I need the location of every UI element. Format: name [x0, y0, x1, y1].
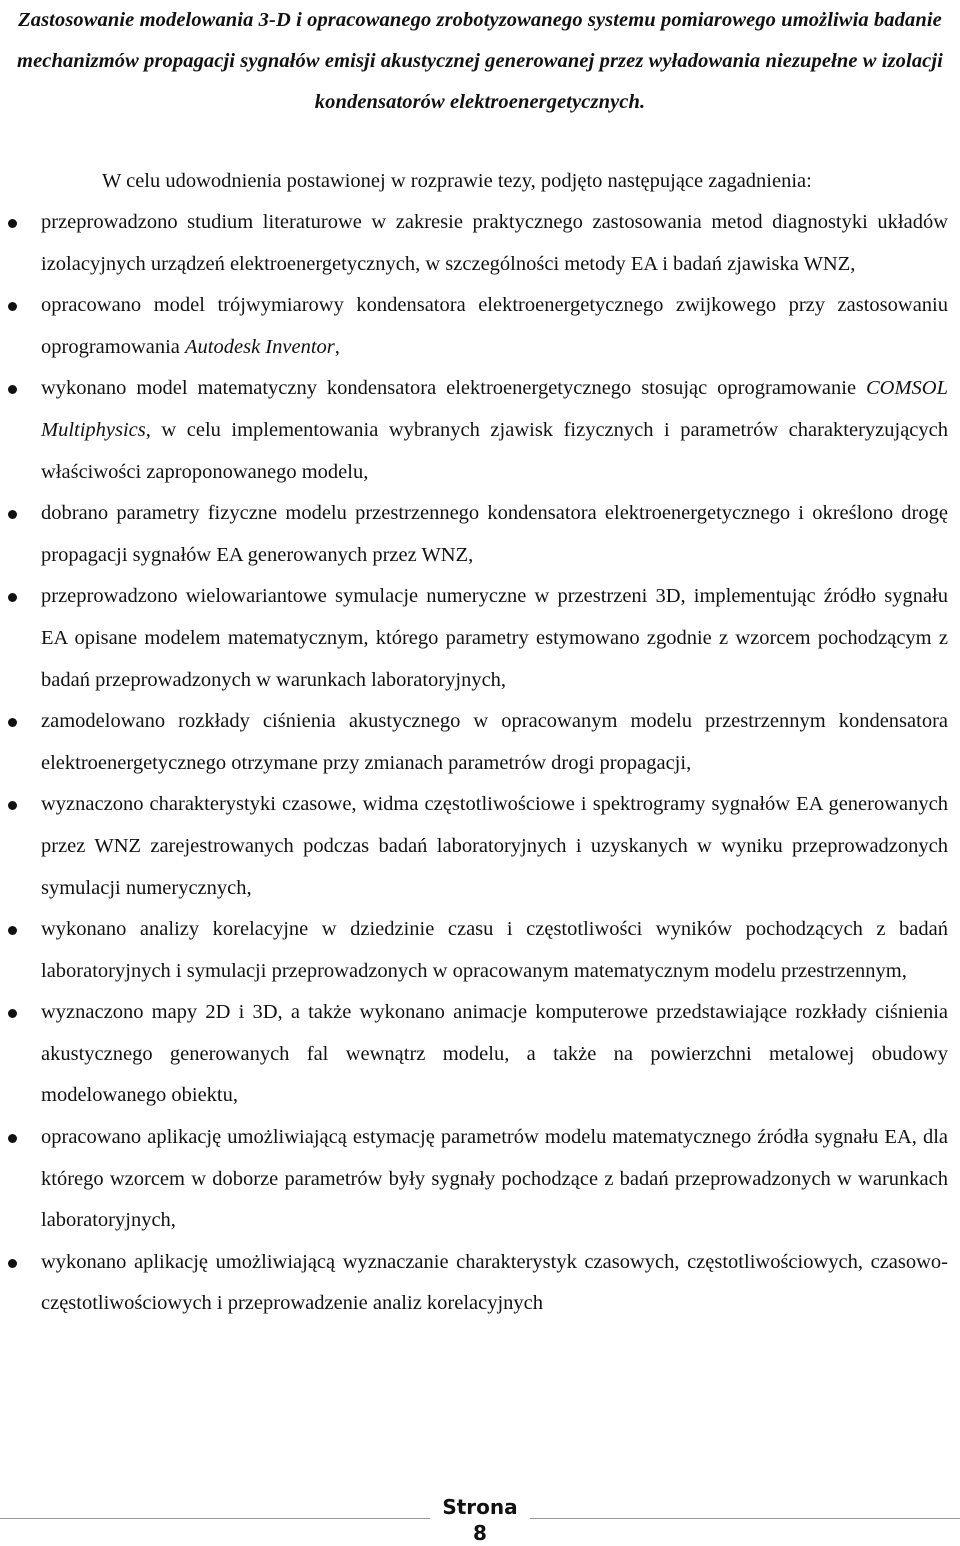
bullet-icon — [8, 801, 17, 810]
list-item — [0, 992, 948, 1117]
list-item — [0, 493, 948, 576]
list-item-text: wykonano analizy korelacyjne w dziedzinie czasu i częstotliwości wyników pochodzących z badań laboratoryjnych i symulacji przeprowadzonych w opracowanym matematycznym modelu przestrzennym, — [41, 918, 948, 982]
list-item-text-end: , — [334, 335, 340, 358]
software-name: Autodesk Inventor — [185, 335, 335, 358]
footer-divider-left — [0, 1518, 430, 1519]
list-item — [0, 1117, 948, 1242]
list-item-text: opracowano model trójwymiarowy kondensatora elektroenergetycznego zwijkowego przy zastosowaniu oprogramowania — [41, 294, 948, 358]
page-label: Strona — [442, 1495, 518, 1519]
list-item-text: wyznaczono mapy 2D i 3D, a także wykonano animacje komputerowe przedstawiające rozkłady ciśnienia akustycznego generowanych fal wewnątrz modelu, a także na powierzchni metalowej obudowy modelowanego obiektu, — [41, 1001, 948, 1107]
list-item — [0, 701, 948, 784]
list-item-text: wyznaczono charakterystyki czasowe, widma częstotliwościowe i spektrogramy sygnałów EA generowanych przez WNZ zarejestrowanych podczas badań laboratoryjnych i uzyskanych w wyniku przeprowadzonych symulacji numerycznych, — [41, 793, 948, 899]
bullet-icon — [8, 510, 17, 519]
list-item-text: wykonano aplikację umożliwiającą wyznaczanie charakterystyk czasowych, częstotliwościowych, czasowo-częstotliwościowych i przeprowadzenie analiz korelacyjnych — [41, 1250, 948, 1315]
bullet-icon — [8, 1134, 17, 1143]
lead-paragraph: W celu udowodnienia postawionej w rozprawie tezy, podjęto następujące zagadnienia: — [102, 170, 812, 192]
intro-paragraph: Zastosowanie modelowania 3-D i opracowanego zrobotyzowanego systemu pomiarowego umożliwia badanie mechanizmów propagacji sygnałów emisji akustycznej generowanej przez wyładowania niezupełne w izolacji kondensatorów elektroenergetycznych. — [17, 9, 943, 113]
bullet-icon — [8, 1259, 17, 1268]
bullet-icon — [8, 385, 17, 394]
list-item — [0, 285, 948, 368]
footer-divider-right — [530, 1518, 960, 1519]
list-item-text: dobrano parametry fizyczne modelu przestrzennego kondensatora elektroenergetycznego i określono drogę propagacji sygnałów EA generowanych przez WNZ, — [41, 502, 948, 566]
bullet-icon — [8, 718, 17, 727]
bullet-icon — [8, 593, 17, 602]
page-number — [430, 1494, 530, 1546]
bullet-icon — [8, 219, 17, 228]
list-item-text-end: , w celu implementowania wybranych zjawisk fizycznych i parametrów charakteryzujących właściwości zaproponowanego modelu, — [41, 418, 948, 483]
list-item — [0, 784, 948, 909]
bullet-icon — [8, 302, 17, 311]
page-number-value: 8 — [473, 1521, 487, 1545]
list-item — [0, 368, 948, 493]
list-item-text: przeprowadzono studium literaturowe w zakresie praktycznego zastosowania metod diagnostyki układów izolacyjnych urządzeń elektroenergetycznych, w szczególności metody EA i badań zjawiska WNZ, — [41, 211, 948, 275]
list-item-text: opracowano aplikację umożliwiającą estymację parametrów modelu matematycznego źródła sygnału EA, dla którego wzorcem w doborze parametrów były sygnały pochodzące z badań przeprowadzonych w warunkach laboratoryjnych, — [41, 1126, 948, 1232]
bullet-icon — [8, 1009, 17, 1018]
topics-list — [0, 202, 960, 1325]
page-footer — [0, 1494, 960, 1545]
list-item — [0, 202, 948, 285]
list-item-text: przeprowadzono wielowariantowe symulacje numeryczne w przestrzeni 3D, implementując źródło sygnału EA opisane modelem matematycznym, którego parametry estymowano zgodnie z wzorcem pochodzącym z badań przeprowadzonych w warunkach laboratoryjnych, — [41, 585, 948, 691]
list-item — [0, 576, 948, 701]
software-name: COMSOL Multiphysics — [41, 377, 948, 441]
list-item-text: wykonano model matematyczny kondensatora elektroenergetycznego stosując oprogramowanie — [41, 377, 866, 400]
list-item-text: zamodelowano rozkłady ciśnienia akustycznego w opracowanym modelu przestrzennym kondensatora elektroenergetycznego otrzymane przy zmianach parametrów drogi propagacji, — [41, 710, 948, 774]
list-item — [0, 1242, 948, 1325]
bullet-icon — [8, 926, 17, 935]
list-item — [0, 909, 948, 992]
